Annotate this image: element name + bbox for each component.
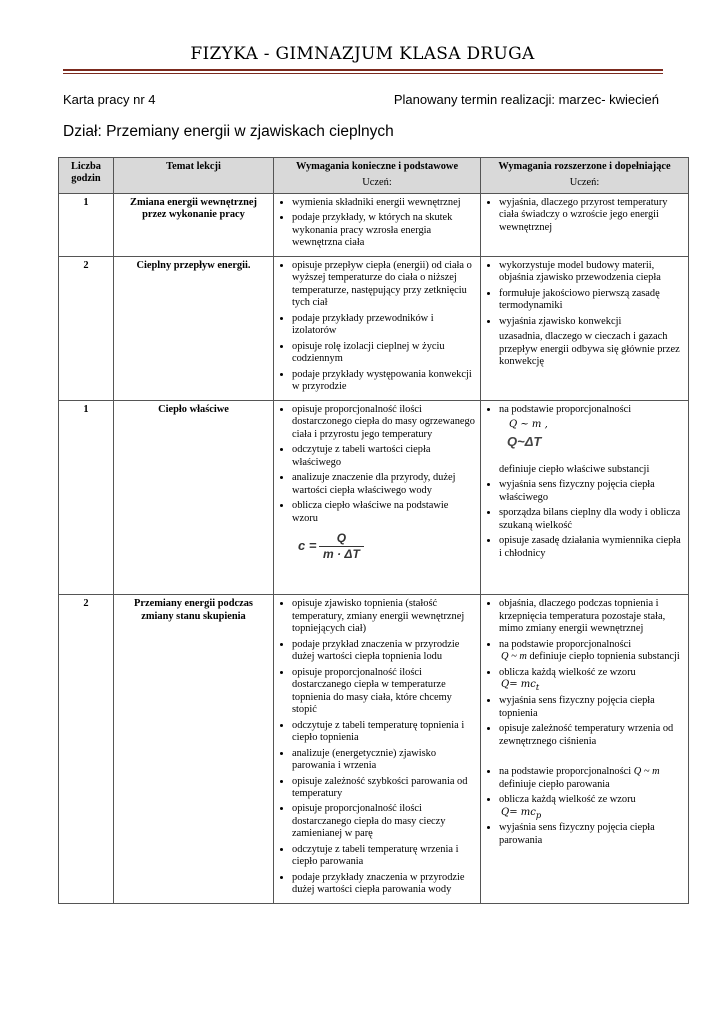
list-item: • objaśnia, dlaczego podczas topnienia i krzepnięcia temperatura pozostaje stała, mimo zmiany energii wewnętrznej xyxy=(499,598,684,635)
section-heading: Dział: Przemiany energii w zjawiskach cieplnych xyxy=(63,123,394,140)
list-item: • opisuje proporcjonalność ilości dostarczanego ciepła do masy cieczy zamienianej w parę xyxy=(292,803,476,840)
list-item xyxy=(499,794,684,819)
formula-subscript: t xyxy=(535,682,540,693)
list-item: • opisuje zależność szybkości parowania od temperatury xyxy=(292,776,476,801)
list-item: • wykorzystuje model budowy materii, objaśnia zjawisko przewodzenia ciepła xyxy=(499,260,684,285)
list-item: • opisuje proporcjonalność ilości dostarczonego ciepła do masy ogrzewanego ciała i przyrostu jego temperatury xyxy=(292,404,476,441)
formula-q-m: Q ~ m xyxy=(501,651,527,663)
formula-q-m: Q ~ m , xyxy=(509,419,548,431)
formula-lhs: c = xyxy=(298,538,317,554)
list-item: • podaje przykłady występowania konwekcji w przyrodzie xyxy=(292,369,476,394)
formula-text: Q= mc xyxy=(501,806,536,818)
row-basic xyxy=(274,193,481,256)
list-item: • opisuje rolę izolacji cieplnej w życiu codziennym xyxy=(292,341,476,366)
row-topic: Cieplny przepływ energii. xyxy=(114,256,274,400)
curriculum-table xyxy=(58,157,689,904)
header-extended xyxy=(481,158,689,194)
row-hours: 2 xyxy=(59,595,114,904)
title-rule-thick xyxy=(63,69,663,71)
formula-vaporization xyxy=(501,807,541,818)
list-item: • opisuje zjawisko topnienia (stałość temperatury, zmiany energii wewnętrznej topniejących ciał) xyxy=(292,598,476,635)
row-topic: Zmiana energii wewnętrznej przez wykonanie pracy xyxy=(114,193,274,256)
ext-text: definiuje ciepło parowania xyxy=(499,778,610,790)
row-extended xyxy=(481,256,689,400)
specific-heat-formula xyxy=(298,531,476,561)
list-item: • analizuje (energetycznie) zjawisko parowania i wrzenia xyxy=(292,748,476,773)
formula-denominator: m · ΔT xyxy=(323,546,360,561)
list-item: • formułuje jakościowo pierwszą zasadę termodynamiki xyxy=(499,288,684,313)
list-item: • wyjaśnia sens fizyczny pojęcia ciepła parowania xyxy=(499,822,684,847)
row-topic: Ciepło właściwe xyxy=(114,400,274,594)
deadline-text: Planowany termin realizacji: marzec- kwiecień xyxy=(393,92,659,107)
row-extended xyxy=(481,595,689,904)
list-item: • opisuje przepływ ciepła (energii) od ciała o wyższej temperaturze do ciała o niższej temperaturze, następujący przy zetknięciu tych ciał xyxy=(292,260,476,310)
list-item: • odczytuje z tabeli temperaturę topnienia i ciepło topnienia xyxy=(292,720,476,745)
row-basic xyxy=(274,256,481,400)
header-extended-sub: Uczeń: xyxy=(569,177,600,189)
list-item: • odczytuje z tabeli wartości ciepła właściwego xyxy=(292,444,476,469)
formula-subscript: p xyxy=(535,809,542,820)
list-item: • wyjaśnia zjawisko konwekcji xyxy=(499,316,684,328)
list-item: • na podstawie proporcjonalności xyxy=(499,404,684,416)
row-hours: 1 xyxy=(59,400,114,594)
header-basic xyxy=(274,158,481,194)
header-basic-label: Wymagania konieczne i podstawowe xyxy=(295,161,459,172)
ext-text: na podstawie proporcjonalności xyxy=(499,766,632,778)
header-basic-sub: Uczeń: xyxy=(362,177,392,189)
ext-text: oblicza każdą wielkość ze wzoru xyxy=(499,666,636,678)
ext-text: definiuje ciepło topnienia substancji xyxy=(529,651,680,663)
document-title: FIZYKA - GIMNAZJUM KLASA DRUGA xyxy=(190,44,535,64)
list-item: • sporządza bilans cieplny dla wody i oblicza szukaną wielkość xyxy=(499,507,684,532)
list-item: • oblicza ciepło właściwe na podstawie wzoru xyxy=(292,500,476,525)
row-extended xyxy=(481,193,689,256)
list-item: • podaje przykłady przewodników i izolatorów xyxy=(292,313,476,338)
list-item: • podaje przykład znaczenia w przyrodzie dużej wartości ciepła topnienia lodu xyxy=(292,639,476,664)
table-header-row xyxy=(59,158,689,194)
list-item xyxy=(499,667,684,692)
list-item: • analizuje znaczenie dla przyrody, dużej wartości ciepła właściwego wody xyxy=(292,472,476,497)
header-topic: Temat lekcji xyxy=(114,158,274,194)
table-row xyxy=(59,193,689,256)
list-item: • odczytuje z tabeli temperaturę wrzenia i ciepło parowania xyxy=(292,844,476,869)
list-item: • wyjaśnia sens fizyczny pojęcia ciepła topnienia xyxy=(499,695,684,720)
formula-text: Q= mc xyxy=(501,679,536,691)
table-row xyxy=(59,400,689,594)
list-item: • wymienia składniki energii wewnętrznej xyxy=(292,197,476,209)
formula-numerator: Q xyxy=(319,531,364,546)
row-topic: Przemiany energii podczas zmiany stanu skupienia xyxy=(114,595,274,904)
list-item xyxy=(499,766,684,791)
row-extended xyxy=(481,400,689,594)
formula-fraction xyxy=(319,531,364,561)
header-extended-label: Wymagania rozszerzone i dopełniające xyxy=(498,161,671,172)
row-hours: 1 xyxy=(59,193,114,256)
formula-q-dt: Q~ΔT xyxy=(507,434,542,450)
list-item: • wyjaśnia sens fizyczny pojęcia ciepła właściwego xyxy=(499,479,684,504)
list-item xyxy=(499,639,684,664)
row-hours: 2 xyxy=(59,256,114,400)
ext-text: oblicza każdą wielkość ze wzoru xyxy=(499,794,636,806)
ext-text: na podstawie proporcjonalności xyxy=(499,638,632,650)
list-item: • podaje przykłady, w których na skutek wykonania pracy wzrosła energia wewnętrzna ciała xyxy=(292,212,476,249)
list-item: • podaje przykłady znaczenia w przyrodzie dużej wartości ciepła parowania wody xyxy=(292,872,476,897)
header-hours: Liczba godzin xyxy=(59,158,114,194)
table-row xyxy=(59,595,689,904)
worksheet-number: Karta pracy nr 4 xyxy=(63,92,156,107)
formula-q-m: Q ~ m xyxy=(633,766,660,778)
formula-melting xyxy=(501,679,540,693)
row-basic xyxy=(274,400,481,594)
list-item: • opisuje zależność temperatury wrzenia od zewnętrznego ciśnienia xyxy=(499,723,684,748)
list-item: • wyjaśnia, dlaczego przyrost temperatury ciała świadczy o wzroście jego energii wewnętrznej xyxy=(499,197,684,234)
list-item: • opisuje proporcjonalność ilości dostarczanego ciepła w temperaturze topnienia do masy ciała, które chcemy stopić xyxy=(292,667,476,717)
list-item: • opisuje zasadę działania wymiennika ciepła i chłodnicy xyxy=(499,535,684,560)
table-row xyxy=(59,256,689,400)
list-item: uzasadnia, dlaczego w cieczach i gazach przepływ energii odbywa się głównie przez konwekcję xyxy=(499,331,680,368)
extended-define: definiuje ciepło właściwe substancji xyxy=(499,463,650,475)
row-basic xyxy=(274,595,481,904)
title-rule-thin xyxy=(63,73,663,74)
